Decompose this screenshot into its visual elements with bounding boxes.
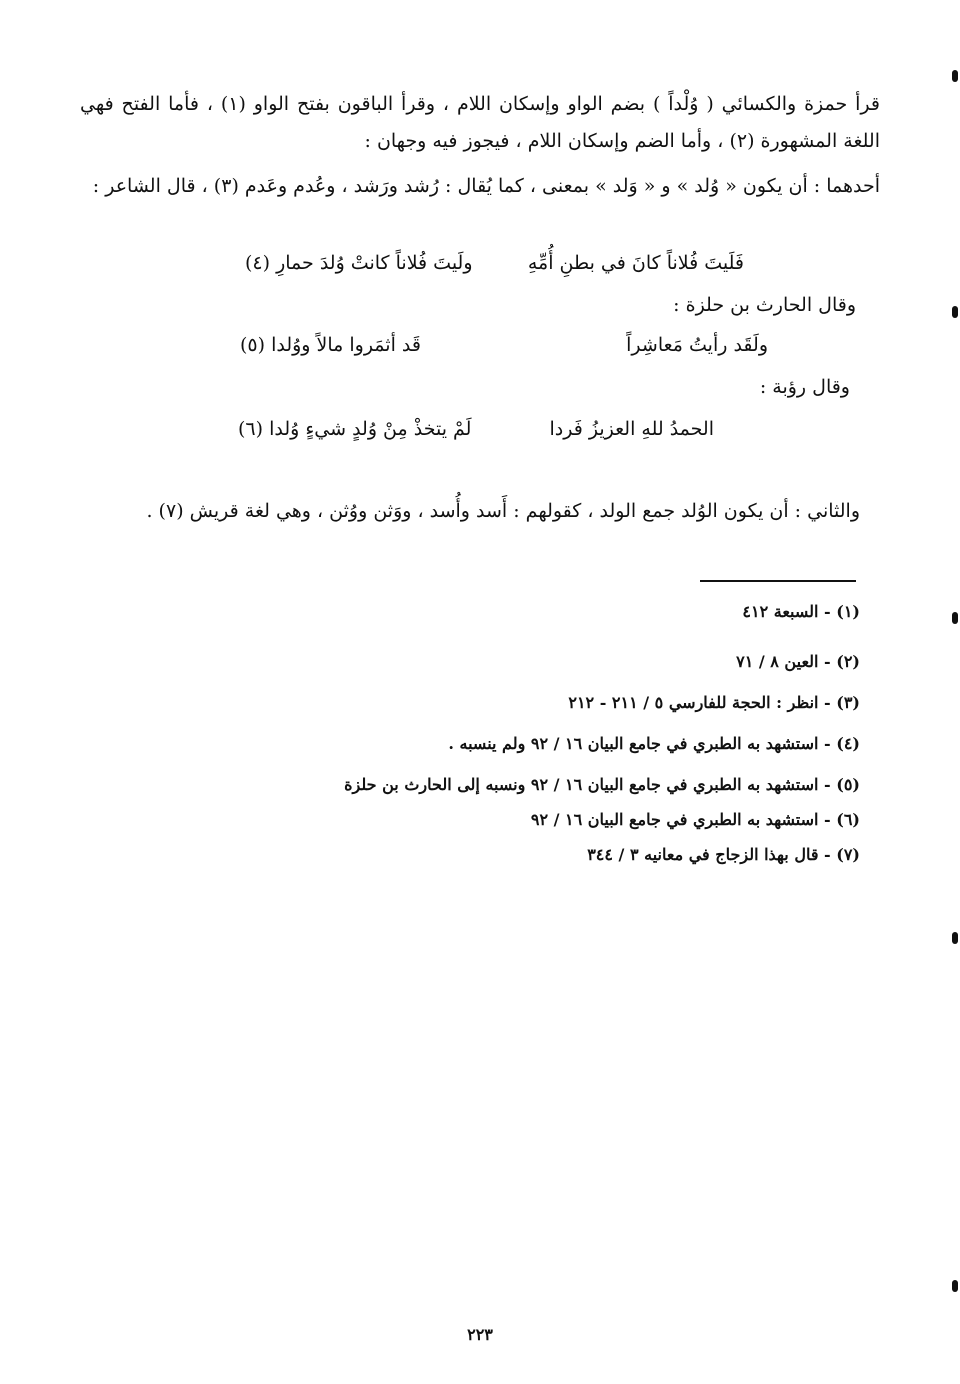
verse-3-right: الحمدُ للهِ العزيزُ فَردا [549, 418, 714, 440]
footnote-1: (١) - السبعة ٤١٢ [742, 602, 860, 621]
binding-mark [952, 1280, 958, 1292]
footnote-7: (٧) - قال بهذا الزجاج في معانيه ٣ / ٣٤٤ [587, 845, 860, 864]
paragraph-3: والثاني : أن يكون الوُلد جمع الولد ، كقولهم : أَسد وأُسد ، ووَثن ووُثن ، وهي لغة قريش (٧) . [146, 500, 860, 522]
binding-mark [952, 612, 958, 624]
footnote-2: (٢) - العين ٨ / ٧١ [736, 652, 860, 671]
footnote-4: (٤) - استشهد به الطبري في جامع البيان ١٦ / ٩٢ ولم ينسبه . [448, 734, 860, 753]
verse-2-left: قَد أثمَروا مالاً ووُلدا (٥) [240, 334, 421, 356]
binding-mark [952, 306, 958, 318]
intro-harith: وقال الحارث بن حلزة : [673, 294, 856, 316]
intro-ruba: وقال رؤبة : [759, 376, 850, 398]
verse-3-left: لَمْ يتخذْ مِنْ وُلدٍ شيءٍ وُلدا (٦) [238, 418, 472, 440]
page-number: ٢٢٣ [467, 1325, 493, 1344]
binding-mark [952, 70, 958, 82]
verse-1-right: فَلَيتَ فُلاناً كانَ في بطنِ أُمِّهِ [527, 252, 744, 274]
paragraph-1: قرأ حمزة والكسائي ( وُلْداً ) بضم الواو وإسكان اللام ، وقرأ الباقون بفتح الواو (١) ، فأما الفتح فهي اللغة المشهورة (٢) ، وأما الضم وإسكان اللام ، فيجوز فيه وجهان : [80, 93, 880, 152]
paragraph-2: أحدهما : أن يكون « وُلد » و « وَلد » بمعنى ، كما يُقال : رُشد ورَشد ، وعُدم وعَدم (٣) ، قال الشاعر : [92, 175, 880, 197]
footnote-3: (٣) - انظر : الحجة للفارسي ٥ / ٢١١ - ٢١٢ [568, 693, 860, 712]
footnote-5: (٥) - استشهد به الطبري في جامع البيان ١٦ / ٩٢ ونسبه إلى الحارث بن حلزة [344, 775, 860, 794]
footnote-6: (٦) - استشهد به الطبري في جامع البيان ١٦ / ٩٢ [530, 810, 860, 829]
binding-mark [952, 932, 958, 944]
footnote-separator [700, 580, 856, 582]
verse-1-left: ولَيتَ فُلاناً كانتْ وُلدَ حمارِ (٤) [245, 252, 473, 274]
verse-2-right: ولَقَد رأيتُ مَعاشِراً [626, 334, 768, 356]
